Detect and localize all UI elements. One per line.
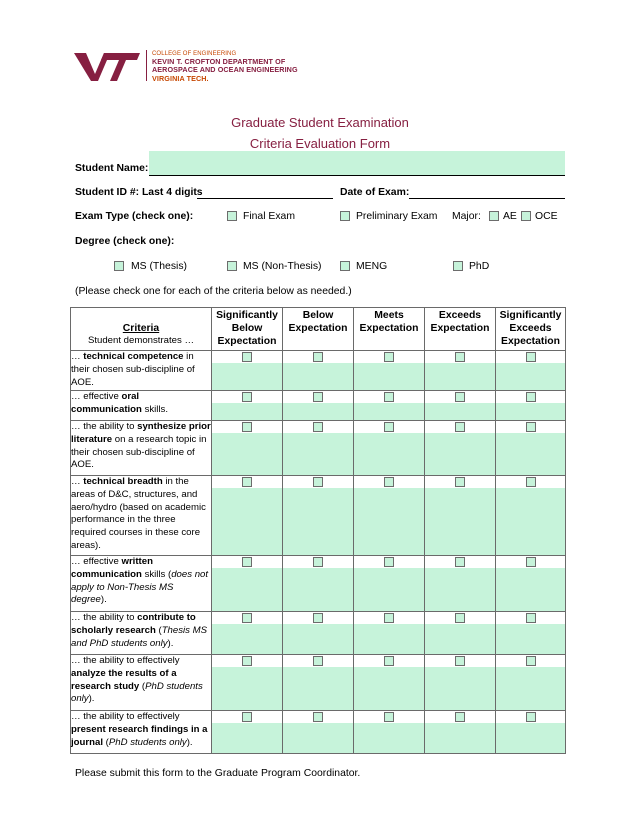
rating-checkbox[interactable] (242, 352, 252, 362)
dept-line4: VIRGINIA TECH. (152, 73, 209, 83)
criterion-description (71, 391, 212, 421)
criteria-header-title: Criteria (122, 323, 160, 334)
rating-cell (283, 711, 354, 754)
rating-cell (212, 556, 283, 612)
rating-checkbox-row (354, 711, 424, 723)
rating-cell (283, 556, 354, 612)
rating-checkbox-row (354, 351, 424, 363)
criterion-description (71, 711, 212, 754)
logo-divider (146, 50, 147, 81)
criterion-text: on a research topic in their chosen sub-discipline of AOE. (71, 433, 207, 471)
column-header-line: Exceeds (509, 323, 552, 334)
rating-checkbox[interactable] (455, 656, 465, 666)
rating-checkbox-row (354, 556, 424, 568)
criterion-text: … effective (71, 391, 122, 402)
exam-prelim-checkbox[interactable] (340, 211, 350, 221)
rating-checkbox[interactable] (526, 352, 536, 362)
rating-checkbox-row (212, 711, 282, 723)
criterion-keyword: technical competence (83, 351, 184, 362)
criterion-text: ( (155, 624, 162, 636)
criterion-text: ). (100, 594, 107, 606)
rating-checkbox[interactable] (526, 557, 536, 567)
rating-checkbox-row (283, 391, 353, 403)
rating-checkbox[interactable] (455, 352, 465, 362)
rating-checkbox[interactable] (526, 477, 536, 487)
rating-checkbox[interactable] (384, 557, 394, 567)
column-header-line: Below (231, 323, 263, 334)
rating-cell (496, 391, 566, 421)
criterion-text: … the ability to effectively (71, 655, 180, 666)
criterion-description (71, 476, 212, 556)
degree-ms-nonthesis-checkbox[interactable] (227, 261, 237, 271)
degree-ms-nonthesis-label: MS (Non-Thesis) (243, 261, 322, 272)
rating-checkbox-row (354, 612, 424, 624)
degree-ms-thesis-checkbox[interactable] (114, 261, 124, 271)
criteria-column-header (71, 308, 212, 351)
rating-checkbox-row (212, 612, 282, 624)
rating-cell (496, 476, 566, 556)
date-label: Date of Exam: (340, 187, 410, 198)
rating-checkbox-row (212, 421, 282, 433)
rating-checkbox[interactable] (242, 422, 252, 432)
criterion-description (71, 351, 212, 391)
rating-checkbox[interactable] (526, 422, 536, 432)
rating-checkbox[interactable] (384, 392, 394, 402)
column-header-sig-below (212, 308, 283, 351)
rating-checkbox[interactable] (313, 392, 323, 402)
rating-checkbox[interactable] (384, 352, 394, 362)
criterion-text: skills ( (141, 568, 172, 580)
rating-checkbox[interactable] (313, 557, 323, 567)
table-row (71, 612, 566, 655)
rating-cell (283, 612, 354, 655)
column-header-below (283, 308, 354, 351)
criterion-note: PhD students only (108, 736, 187, 748)
column-header-line: Expectation (288, 323, 348, 334)
date-field[interactable] (409, 186, 565, 199)
rating-cell (425, 711, 496, 754)
rating-checkbox-row (212, 556, 282, 568)
criterion-keyword: technical breadth (83, 476, 163, 487)
rating-cell (354, 391, 425, 421)
exam-final-checkbox[interactable] (227, 211, 237, 221)
rating-cell (354, 476, 425, 556)
rating-checkbox-row (212, 476, 282, 488)
rating-cell (496, 556, 566, 612)
criterion-text: in their chosen sub-discipline of AOE. (71, 351, 195, 388)
major-ae-label: AE (503, 211, 517, 222)
criterion-note: does not apply to Non-Thesis MS degree (71, 568, 209, 606)
criterion-text: ). (186, 736, 193, 748)
rating-checkbox[interactable] (455, 557, 465, 567)
rating-checkbox-row (496, 711, 565, 723)
criteria-header-subtitle: Student demonstrates … (87, 335, 195, 346)
form-subtitle: Criteria Evaluation Form (249, 136, 391, 151)
rating-checkbox-row (425, 476, 495, 488)
table-row (71, 655, 566, 711)
rating-cell (212, 351, 283, 391)
rating-cell (354, 711, 425, 754)
criterion-text: ). (167, 637, 174, 649)
major-ae-checkbox[interactable] (489, 211, 499, 221)
criterion-text: skills. (141, 403, 169, 415)
rating-checkbox-row (283, 476, 353, 488)
rating-cell (496, 421, 566, 476)
rating-checkbox[interactable] (242, 477, 252, 487)
rating-cell (496, 351, 566, 391)
column-header-line: Expectation (501, 336, 560, 347)
degree-label: Degree (check one): (75, 236, 175, 247)
criteria-table-body (71, 351, 566, 754)
column-header-line: Expectation (430, 323, 490, 334)
rating-cell (354, 556, 425, 612)
rating-checkbox-row (354, 476, 424, 488)
table-row (71, 421, 566, 476)
criterion-keyword: oral communication (71, 391, 142, 415)
column-header-line: Expectation (217, 336, 277, 347)
rating-cell (212, 711, 283, 754)
rating-checkbox[interactable] (313, 477, 323, 487)
dept-line3: AEROSPACE AND OCEAN ENGINEERING (152, 65, 298, 75)
rating-checkbox-row (496, 476, 565, 488)
rating-cell (283, 655, 354, 711)
rating-checkbox-row (496, 556, 565, 568)
footer-note: Please submit this form to the Graduate Program Coordinator. (75, 768, 361, 779)
rating-checkbox[interactable] (242, 557, 252, 567)
rating-checkbox[interactable] (313, 352, 323, 362)
dept-line2: KEVIN T. CROFTON DEPARTMENT OF (152, 57, 286, 67)
criterion-keyword: written communication (71, 556, 153, 580)
rating-checkbox-row (425, 391, 495, 403)
criterion-text: in the areas of D&C, structures, and aero/hydro (based on academic performance in the three required courses in these core areas). (71, 476, 206, 551)
rating-checkbox-row (283, 421, 353, 433)
student-id-field[interactable] (197, 186, 333, 199)
column-header-line: Significantly (216, 310, 278, 321)
rating-checkbox[interactable] (313, 712, 323, 722)
student-name-label: Student Name: (75, 163, 149, 174)
degree-meng-checkbox[interactable] (340, 261, 350, 271)
rating-checkbox-row (496, 421, 565, 433)
major-oce-checkbox[interactable] (521, 211, 531, 221)
table-row (71, 391, 566, 421)
rating-checkbox-row (425, 351, 495, 363)
criterion-description (71, 655, 212, 711)
rating-checkbox-row (496, 655, 565, 667)
rating-checkbox[interactable] (242, 613, 252, 623)
rating-checkbox[interactable] (384, 613, 394, 623)
rating-checkbox[interactable] (526, 712, 536, 722)
criterion-text: … the ability to effectively (71, 711, 180, 722)
rating-cell (496, 655, 566, 711)
rating-checkbox-row (283, 556, 353, 568)
rating-checkbox-row (425, 655, 495, 667)
rating-cell (283, 351, 354, 391)
rating-checkbox[interactable] (242, 656, 252, 666)
criterion-text: ). (88, 693, 95, 705)
rating-checkbox-row (354, 421, 424, 433)
rating-checkbox-row (425, 421, 495, 433)
rating-checkbox[interactable] (384, 477, 394, 487)
criterion-text: ( (102, 736, 109, 748)
rating-checkbox[interactable] (384, 712, 394, 722)
rating-checkbox[interactable] (455, 712, 465, 722)
degree-phd-label: PhD (469, 261, 490, 272)
column-header-exceeds (425, 308, 496, 351)
rating-cell (496, 612, 566, 655)
dept-line1: COLLEGE OF ENGINEERING (152, 51, 237, 57)
rating-checkbox[interactable] (526, 613, 536, 623)
criteria-table (70, 307, 566, 754)
rating-cell (425, 655, 496, 711)
rating-cell (425, 421, 496, 476)
rating-checkbox[interactable] (526, 656, 536, 666)
rating-cell (425, 476, 496, 556)
rating-checkbox-row (212, 655, 282, 667)
rating-cell (283, 421, 354, 476)
rating-cell (212, 655, 283, 711)
rating-checkbox[interactable] (384, 656, 394, 666)
instructions-text: (Please check one for each of the criteria below as needed.) (75, 286, 352, 297)
rating-cell (496, 711, 566, 754)
column-header-line: Meets (374, 310, 404, 321)
degree-meng-label: MENG (356, 261, 388, 272)
rating-checkbox[interactable] (384, 422, 394, 432)
criterion-text: … (71, 476, 84, 487)
rating-checkbox-row (283, 711, 353, 723)
column-header-sig-exceeds (496, 308, 566, 351)
rating-cell (212, 391, 283, 421)
rating-checkbox[interactable] (455, 613, 465, 623)
table-header-row (71, 308, 566, 351)
table-row (71, 351, 566, 391)
criterion-text: … the ability to (71, 612, 138, 623)
rating-checkbox[interactable] (313, 656, 323, 666)
rating-checkbox-row (425, 711, 495, 723)
rating-checkbox[interactable] (455, 392, 465, 402)
column-header-line: Significantly (499, 310, 562, 321)
rating-cell (354, 421, 425, 476)
rating-checkbox[interactable] (455, 477, 465, 487)
column-header-line: Expectation (359, 323, 419, 334)
rating-cell (354, 612, 425, 655)
degree-phd-checkbox[interactable] (453, 261, 463, 271)
rating-checkbox-row (283, 655, 353, 667)
table-row (71, 711, 566, 754)
criterion-keyword: synthesize prior literature (71, 421, 211, 445)
rating-checkbox[interactable] (455, 422, 465, 432)
form-title: Graduate Student Examination (231, 115, 409, 130)
criterion-text: … the ability to (71, 421, 138, 432)
major-oce-label: OCE (535, 211, 558, 222)
student-id-label: Student ID #: Last 4 digits (75, 187, 203, 198)
criterion-text: … (71, 351, 84, 362)
criterion-description (71, 421, 212, 476)
criterion-keyword: contribute to scholarly research (71, 612, 196, 636)
rating-checkbox-row (354, 391, 424, 403)
rating-checkbox-row (283, 351, 353, 363)
criterion-keyword: analyze the results of a research study (71, 667, 177, 692)
criterion-note: Thesis MS and PhD students only (71, 624, 208, 649)
rating-cell (354, 351, 425, 391)
exam-type-label: Exam Type (check one): (75, 211, 194, 222)
rating-checkbox-row (425, 612, 495, 624)
vt-logo (74, 50, 140, 82)
rating-checkbox[interactable] (313, 613, 323, 623)
rating-cell (212, 476, 283, 556)
rating-checkbox-row (496, 612, 565, 624)
rating-checkbox-row (283, 612, 353, 624)
rating-cell (212, 421, 283, 476)
student-name-field[interactable] (149, 151, 565, 176)
rating-cell (425, 556, 496, 612)
rating-checkbox-row (425, 556, 495, 568)
table-row (71, 476, 566, 556)
column-header-meets (354, 308, 425, 351)
criterion-text: ( (139, 680, 146, 692)
department-name (152, 50, 298, 83)
degree-ms-thesis-label: MS (Thesis) (131, 261, 187, 272)
exam-final-label: Final Exam (243, 211, 295, 222)
rating-checkbox-row (212, 351, 282, 363)
major-label: Major: (452, 211, 481, 222)
rating-checkbox[interactable] (242, 712, 252, 722)
criterion-description (71, 612, 212, 655)
column-header-line: Exceeds (438, 310, 482, 321)
rating-cell (283, 391, 354, 421)
rating-cell (425, 612, 496, 655)
criterion-keyword: present research findings in a journal (71, 723, 208, 748)
criterion-text: … effective (71, 556, 122, 567)
rating-cell (425, 351, 496, 391)
rating-checkbox-row (354, 655, 424, 667)
rating-checkbox-row (496, 391, 565, 403)
rating-checkbox-row (212, 391, 282, 403)
rating-checkbox[interactable] (242, 392, 252, 402)
rating-cell (283, 476, 354, 556)
table-row (71, 556, 566, 612)
rating-checkbox[interactable] (313, 422, 323, 432)
rating-cell (425, 391, 496, 421)
rating-checkbox-row (496, 351, 565, 363)
rating-checkbox[interactable] (526, 392, 536, 402)
column-header-line: Below (302, 310, 334, 321)
rating-cell (212, 612, 283, 655)
exam-prelim-label: Preliminary Exam (356, 211, 438, 222)
criterion-description (71, 556, 212, 612)
rating-cell (354, 655, 425, 711)
criterion-note: PhD students only (71, 680, 203, 705)
